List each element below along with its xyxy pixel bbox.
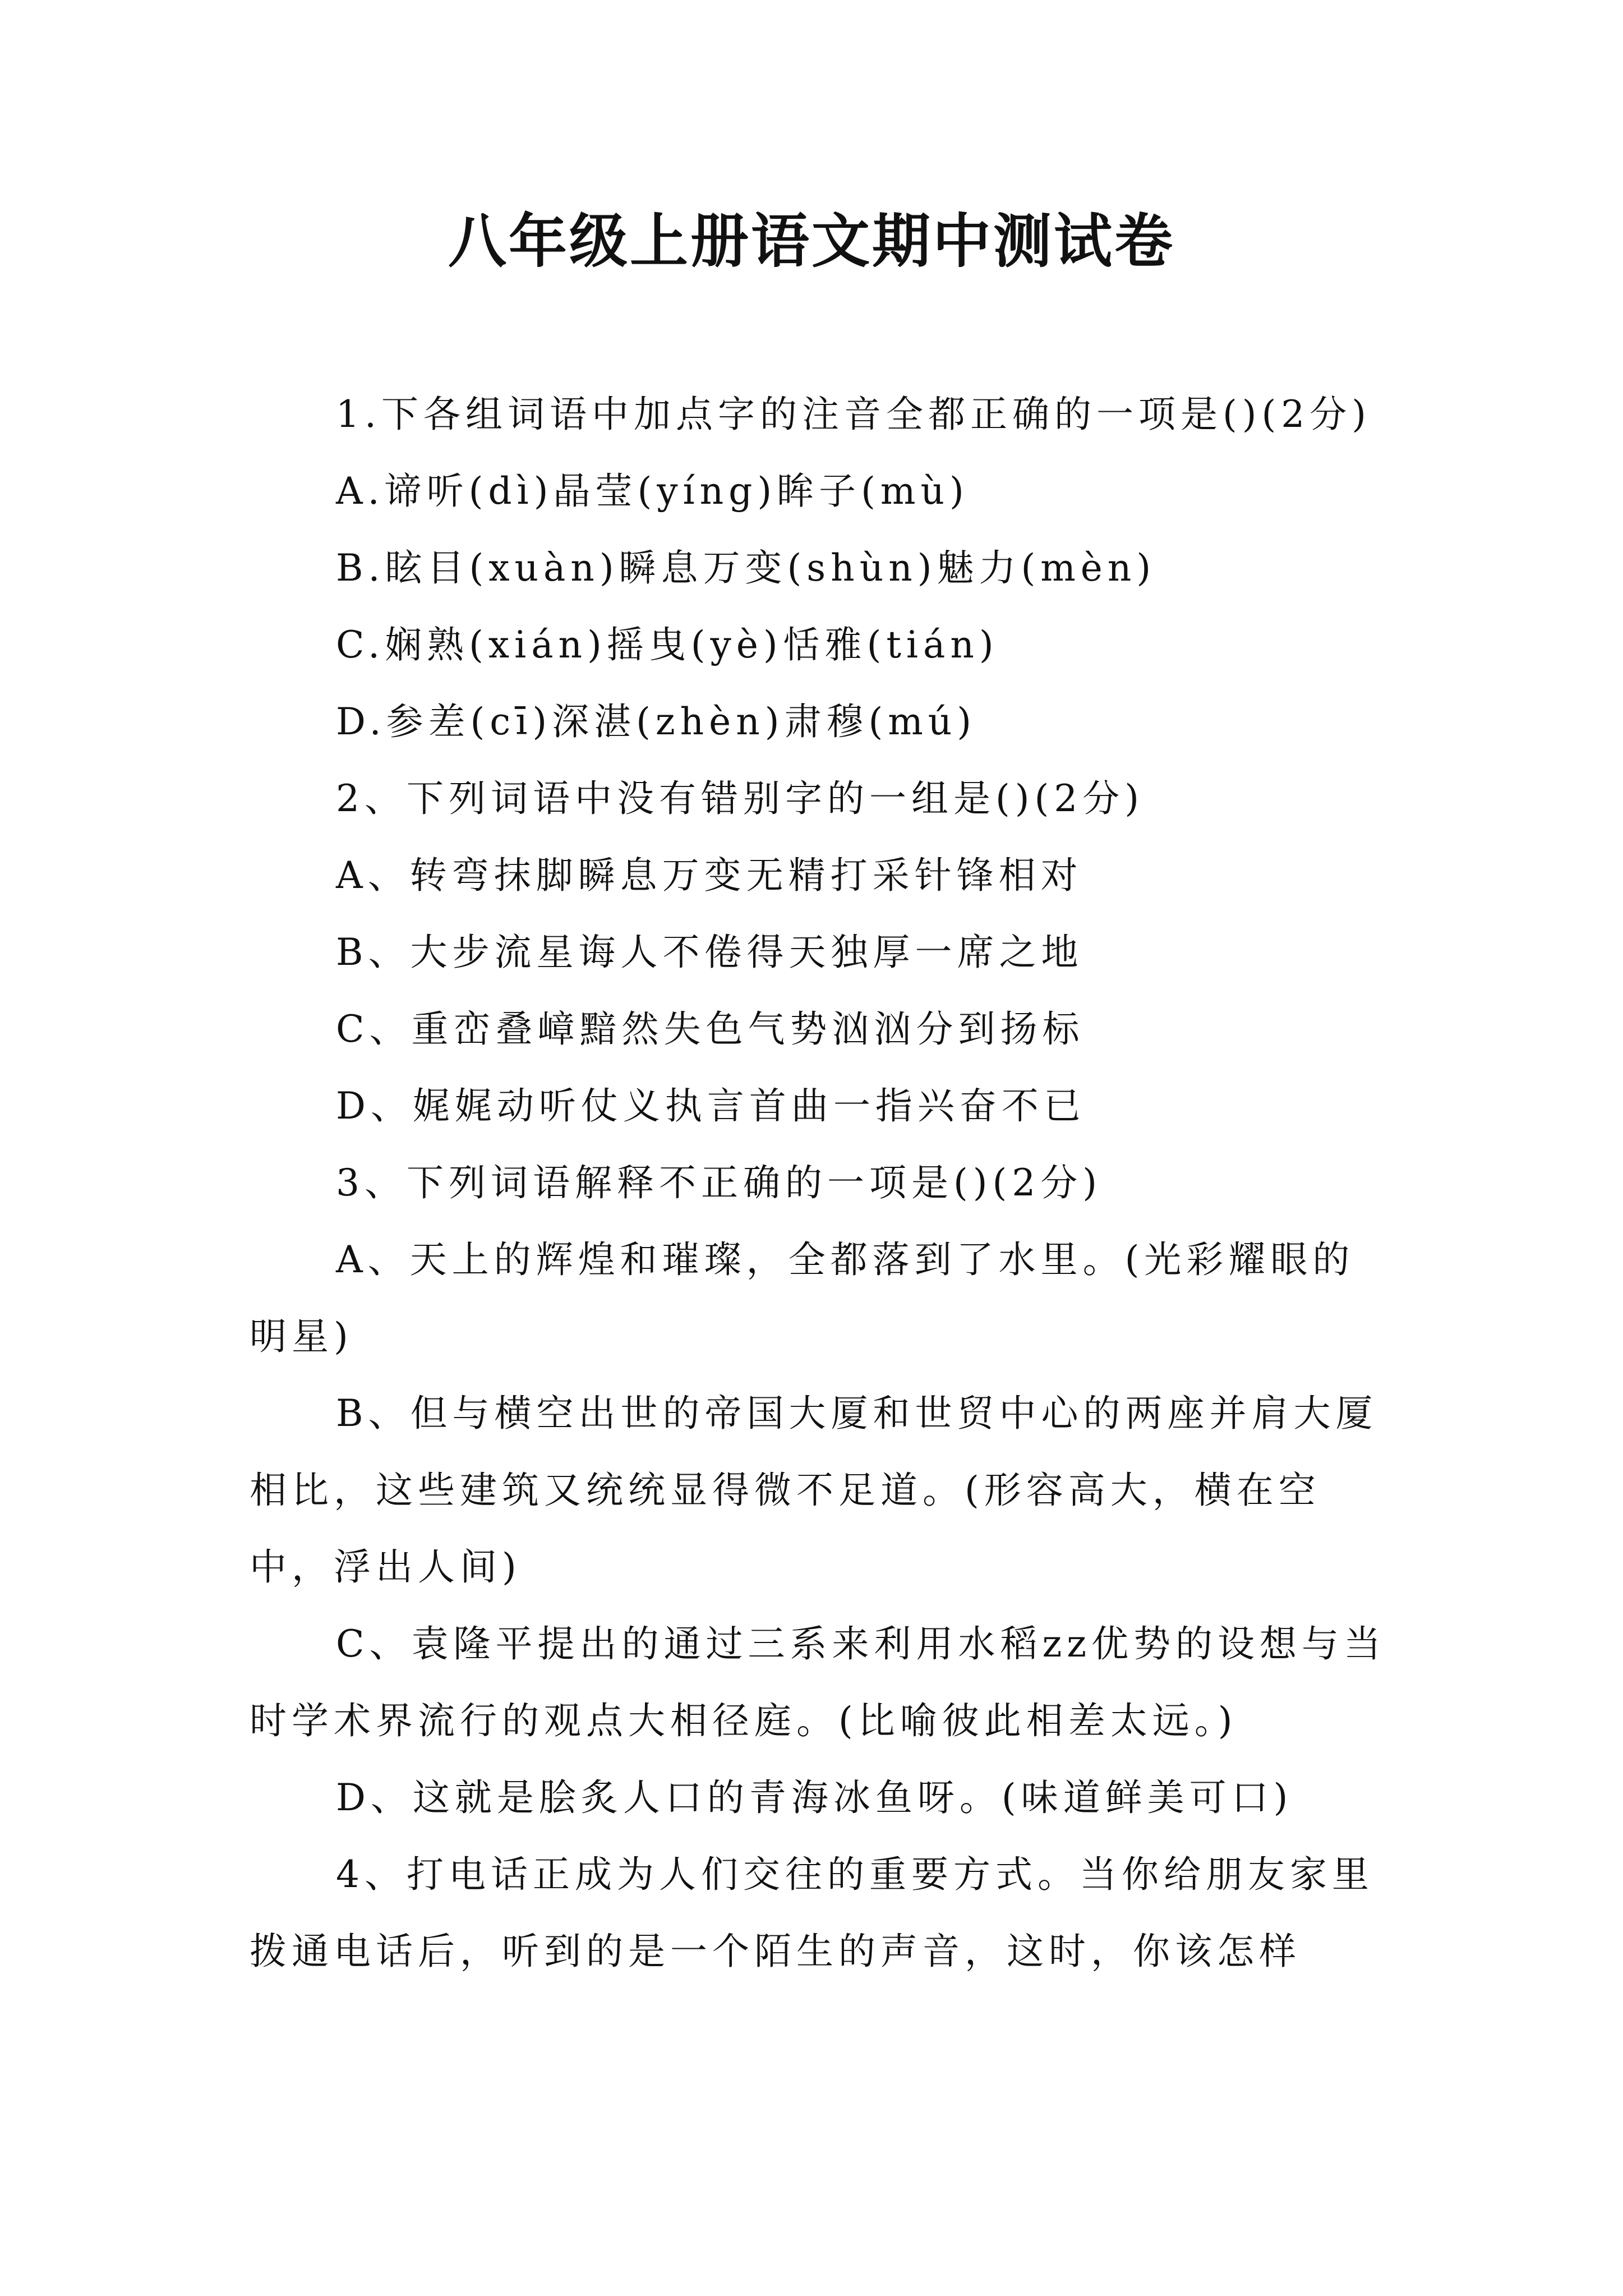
question-2-stem: 2、下列词语中没有错别字的一组是()(2分): [336, 777, 1144, 820]
question-2-option-c: C、重峦叠嶂黯然失色气势汹汹分到扬标: [336, 1007, 1085, 1051]
question-3-stem: 3、下列词语解释不正确的一项是()(2分): [336, 1161, 1102, 1204]
question-4-stem: 4、打电话正成为人们交往的重要方式。当你给朋友家里拨通电话后，听到的是一个陌生的声音，这时，你该怎样: [250, 1853, 1374, 1973]
document-title: 八年级上册语文期中测试卷: [448, 206, 1175, 275]
document-body: [250, 376, 1394, 1990]
question-2-option-a: A、转弯抹脚瞬息万变无精打采针锋相对: [336, 854, 1083, 897]
question-1-option-b: B.眩目(xuàn)瞬息万变(shùn)魅力(mèn): [336, 546, 1156, 590]
question-1-option-c: C.娴熟(xián)摇曳(yè)恬雅(tián): [336, 623, 999, 666]
question-1-stem: 1.下各组词语中加点字的注音全都正确的一项是()(2分): [336, 393, 1371, 436]
question-1-option-d: D.参差(cī)深湛(zhèn)肃穆(mú): [336, 700, 977, 743]
question-1-option-a: A.谛听(dì)晶莹(yíng)眸子(mù): [336, 470, 969, 513]
question-2-option-d: D、娓娓动听仗义执言首曲一指兴奋不已: [336, 1084, 1086, 1128]
question-3-option-d: D、这就是脍炙人口的青海冰鱼呀。(味道鲜美可口): [336, 1776, 1293, 1819]
question-3-option-c: C、袁隆平提出的通过三系来利用水稻zz优势的设想与当时学术界流行的观点大相径庭。(比喻彼此相差太远。): [250, 1622, 1386, 1742]
question-2-option-b: B、大步流星诲人不倦得天独厚一席之地: [336, 931, 1083, 974]
question-3-option-a: A、天上的辉煌和璀璨，全都落到了水里。(光彩耀眼的明星): [250, 1238, 1355, 1358]
question-3-option-b: B、但与横空出世的帝国大厦和世贸中心的两座并肩大厦相比，这些建筑又统统显得微不足道。(形容高大，横在空中，浮出人间): [250, 1392, 1378, 1589]
